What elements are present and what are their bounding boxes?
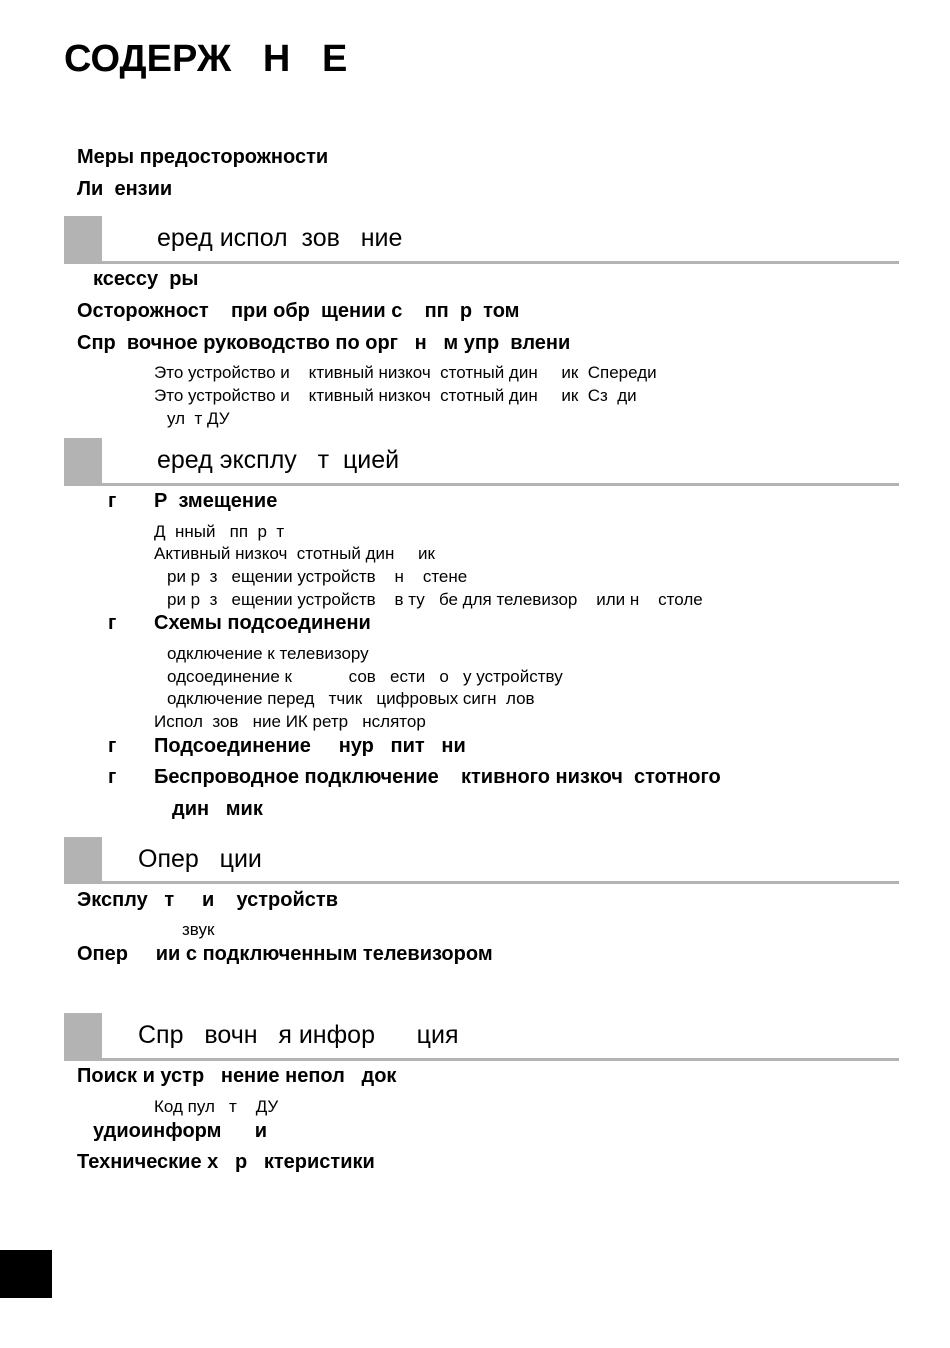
toc-subentry-ir-repeater[interactable]: Испол зов ние ИК ретр нслятор (154, 712, 426, 731)
toc-subentry-front[interactable]: Это устройство и ктивный низкоч стотный дин ик Спереди (154, 363, 657, 382)
toc-entry-placement[interactable]: Р змещение (154, 490, 278, 512)
toc-subentry-rear[interactable]: Это устройство и ктивный низкоч стотный дин ик Сз ди (154, 386, 637, 405)
toc-subentry-compatible-device[interactable]: одсоединение к сов ести о у устройству (167, 667, 563, 686)
toc-subentry-tv-connection[interactable]: одключение к телевизору (167, 644, 369, 663)
section-title-before-use[interactable]: еред испол зов ние (157, 224, 403, 252)
toc-entry-controls-guide[interactable]: Спр вочное руководство по орг н м упр влени (77, 332, 571, 354)
toc-entry-accessories[interactable]: ксессу ры (93, 268, 199, 290)
toc-entry-wireless-subwoofer[interactable]: Беспроводное подключение ктивного низкоч стотного (154, 766, 721, 788)
page-title: СОДЕРЖ Н Е (64, 38, 348, 80)
section-marker (64, 1013, 102, 1059)
page-tab-marker (0, 1250, 52, 1298)
toc-entry-licenses[interactable]: Ли ензии (77, 178, 173, 200)
toc-entry-tv-operations[interactable]: Опер ии с подключенным телевизором (77, 943, 493, 965)
toc-subentry-subwoofer[interactable]: Активный низкоч стотный дин ик (154, 544, 435, 563)
toc-subentry-sound[interactable]: звук (182, 920, 215, 939)
section-divider (64, 261, 899, 264)
toc-entry-troubleshooting[interactable]: Поиск и устр нение непол док (77, 1065, 397, 1087)
step-marker: г (108, 766, 117, 788)
toc-entry-using-unit[interactable]: Эксплу т и устройств (77, 889, 338, 911)
toc-entry-connection-diagrams[interactable]: Схемы подсоединени (154, 612, 371, 634)
toc-subentry-digital-transmitter[interactable]: одключение перед тчик цифровых сигн лов (167, 689, 535, 708)
section-divider (64, 483, 899, 486)
toc-entry-power-cord[interactable]: Подсоединение нур пит ни (154, 735, 466, 757)
step-marker: г (108, 490, 117, 512)
section-title-operations[interactable]: Опер ции (138, 845, 262, 873)
section-divider (64, 881, 899, 884)
section-marker (64, 438, 102, 484)
step-marker: г (108, 612, 117, 634)
section-marker (64, 216, 102, 262)
section-divider (64, 1058, 899, 1061)
toc-entry-specifications[interactable]: Технические х р ктеристики (77, 1151, 375, 1173)
toc-subentry-remote[interactable]: ул т ДУ (167, 409, 230, 428)
step-marker: г (108, 735, 117, 757)
toc-entry-handling[interactable]: Осторожност при обр щении с пп р том (77, 300, 520, 322)
toc-subentry-wall-mount[interactable]: ри р з ещении устройств н стене (167, 567, 468, 586)
toc-entry-precautions[interactable]: Меры предосторожности (77, 146, 329, 168)
section-title-before-operation[interactable]: еред эксплу т цией (157, 446, 400, 474)
toc-subentry-unit[interactable]: Д нный пп р т (154, 522, 285, 541)
section-marker (64, 837, 102, 883)
toc-subentry-remote-codes[interactable]: Код пул т ДУ (154, 1097, 279, 1116)
toc-subentry-rack-mount[interactable]: ри р з ещении устройств в ту бе для телевизор или н столе (167, 590, 703, 609)
toc-entry-wireless-subwoofer-cont[interactable]: дин мик (172, 798, 263, 820)
section-title-reference[interactable]: Спр вочн я инфор ция (138, 1021, 459, 1049)
toc-entry-audio-info[interactable]: удиоинформ и (93, 1120, 268, 1142)
